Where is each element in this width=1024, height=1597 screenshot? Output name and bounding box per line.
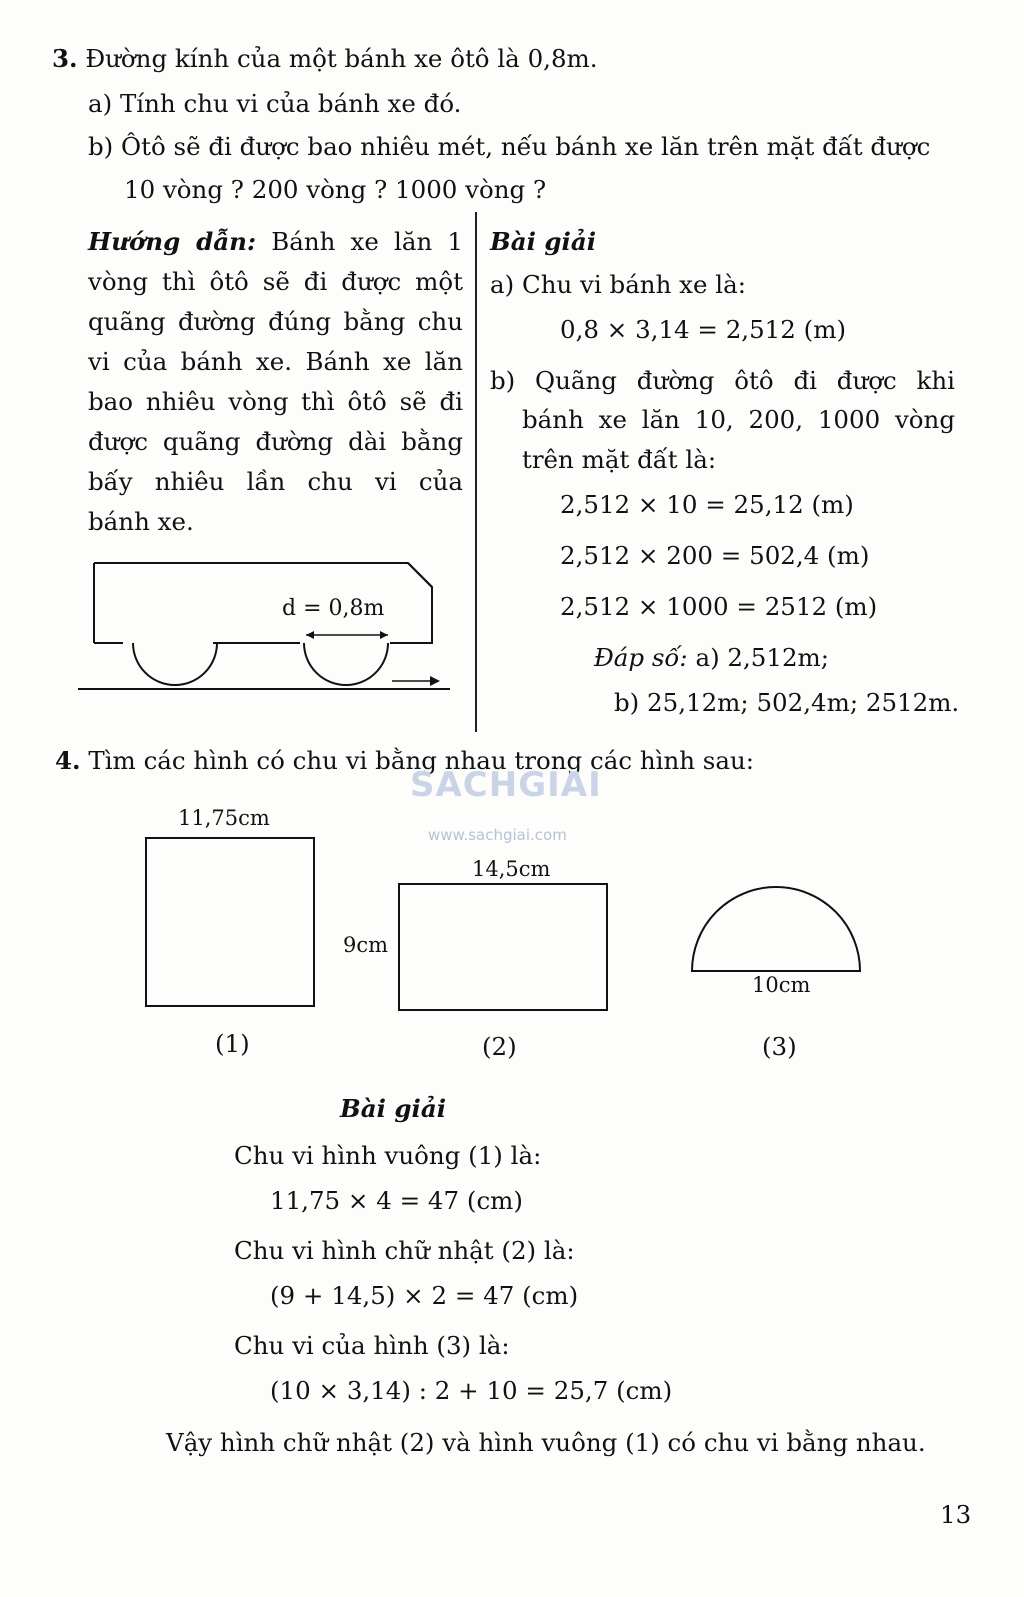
exercise-4-question: [55, 746, 754, 776]
semicircle-diameter-label: 10cm: [752, 973, 811, 997]
answer-line-a: [594, 643, 829, 673]
exercise-3-part-b-line1: b) Ôtô sẽ đi được bao nhiêu mét, nếu bánh xe lăn trên mặt đất được: [88, 132, 931, 161]
exercise-3-question: [52, 44, 598, 74]
solution-conclusion: Vậy hình chữ nhật (2) và hình vuông (1) có chu vi bằng nhau.: [166, 1428, 926, 1457]
solution-line: 11,75 × 4 = 47 (cm): [270, 1186, 523, 1215]
hint-line: quãng đường đúng bằng chu: [88, 307, 463, 336]
exercise-3-text: Đường kính của một bánh xe ôtô là 0,8m.: [85, 44, 598, 73]
hint-line: bao nhiêu vòng thì ôtô sẽ đi: [88, 387, 463, 416]
solution-line: Chu vi hình chữ nhật (2) là:: [234, 1236, 575, 1265]
hint-line: vòng thì ôtô sẽ đi được một: [88, 267, 463, 296]
exercise-4-text: Tìm các hình có chu vi bằng nhau trong các hình sau:: [88, 746, 755, 775]
exercise-4-solution-title: Bài giải: [340, 1094, 447, 1123]
solution-line: (9 + 14,5) × 2 = 47 (cm): [270, 1281, 579, 1310]
watermark-url: www.sachgiai.com: [428, 826, 567, 844]
semicircle-figure: [690, 885, 862, 975]
watermark-brand: SACHGIAI: [410, 765, 602, 805]
solution-line: (10 × 3,14) : 2 + 10 = 25,7 (cm): [270, 1376, 673, 1405]
answer-a: a) 2,512m;: [695, 643, 830, 672]
exercise-4-number: 4.: [55, 746, 81, 775]
solution-b-line3: trên mặt đất là:: [522, 445, 717, 474]
hint-label: Hướng dẫn:: [88, 227, 257, 256]
hint-line: vi của bánh xe. Bánh xe lăn: [88, 347, 463, 376]
page-number: 13: [940, 1500, 972, 1529]
semicircle-caption: (3): [762, 1032, 797, 1061]
exercise-3-part-b-line2: 10 vòng ? 200 vòng ? 1000 vòng ?: [124, 175, 547, 204]
hint-first-text: Bánh xe lăn 1: [271, 227, 463, 256]
answer-label: Đáp số:: [594, 643, 688, 672]
solution-b-calc3: 2,512 × 1000 = 2512 (m): [560, 592, 878, 621]
square-caption: (1): [215, 1029, 250, 1058]
square-side-label: 11,75cm: [178, 806, 270, 830]
solution-a-calc: 0,8 × 3,14 = 2,512 (m): [560, 315, 846, 344]
hint-line: bấy nhiêu lần chu vi của: [88, 467, 463, 496]
answer-b: b) 25,12m; 502,4m; 2512m.: [614, 688, 960, 717]
hint-last-line: bánh xe.: [88, 507, 194, 536]
solution-line: Chu vi của hình (3) là:: [234, 1331, 510, 1360]
car-diagram: [70, 555, 460, 695]
rectangle-figure: [398, 883, 610, 1013]
solution-b-line2: bánh xe lăn 10, 200, 1000 vòng: [522, 405, 955, 434]
solution-a-text: a) Chu vi bánh xe là:: [490, 270, 746, 299]
exercise-3-number: 3.: [52, 44, 78, 73]
solution-line: Chu vi hình vuông (1) là:: [234, 1141, 542, 1170]
exercise-3-part-a: a) Tính chu vi của bánh xe đó.: [88, 89, 462, 118]
solution-title: Bài giải: [490, 227, 597, 256]
front-wheel: [304, 643, 388, 685]
square-figure: [145, 837, 317, 1009]
rectangle-top-label: 14,5cm: [472, 857, 551, 881]
diameter-label: d = 0,8m: [282, 596, 385, 621]
rectangle-side-label: 9cm: [343, 933, 389, 957]
rectangle-caption: (2): [482, 1032, 517, 1061]
hint-line: được quãng đường dài bằng: [88, 427, 463, 456]
solution-b-line1: b) Quãng đường ôtô đi được khi: [490, 366, 955, 395]
solution-b-calc2: 2,512 × 200 = 502,4 (m): [560, 541, 870, 570]
column-divider: [475, 212, 477, 732]
rear-wheel: [133, 643, 217, 685]
solution-b-calc1: 2,512 × 10 = 25,12 (m): [560, 490, 854, 519]
hint-first-line: [88, 227, 463, 257]
